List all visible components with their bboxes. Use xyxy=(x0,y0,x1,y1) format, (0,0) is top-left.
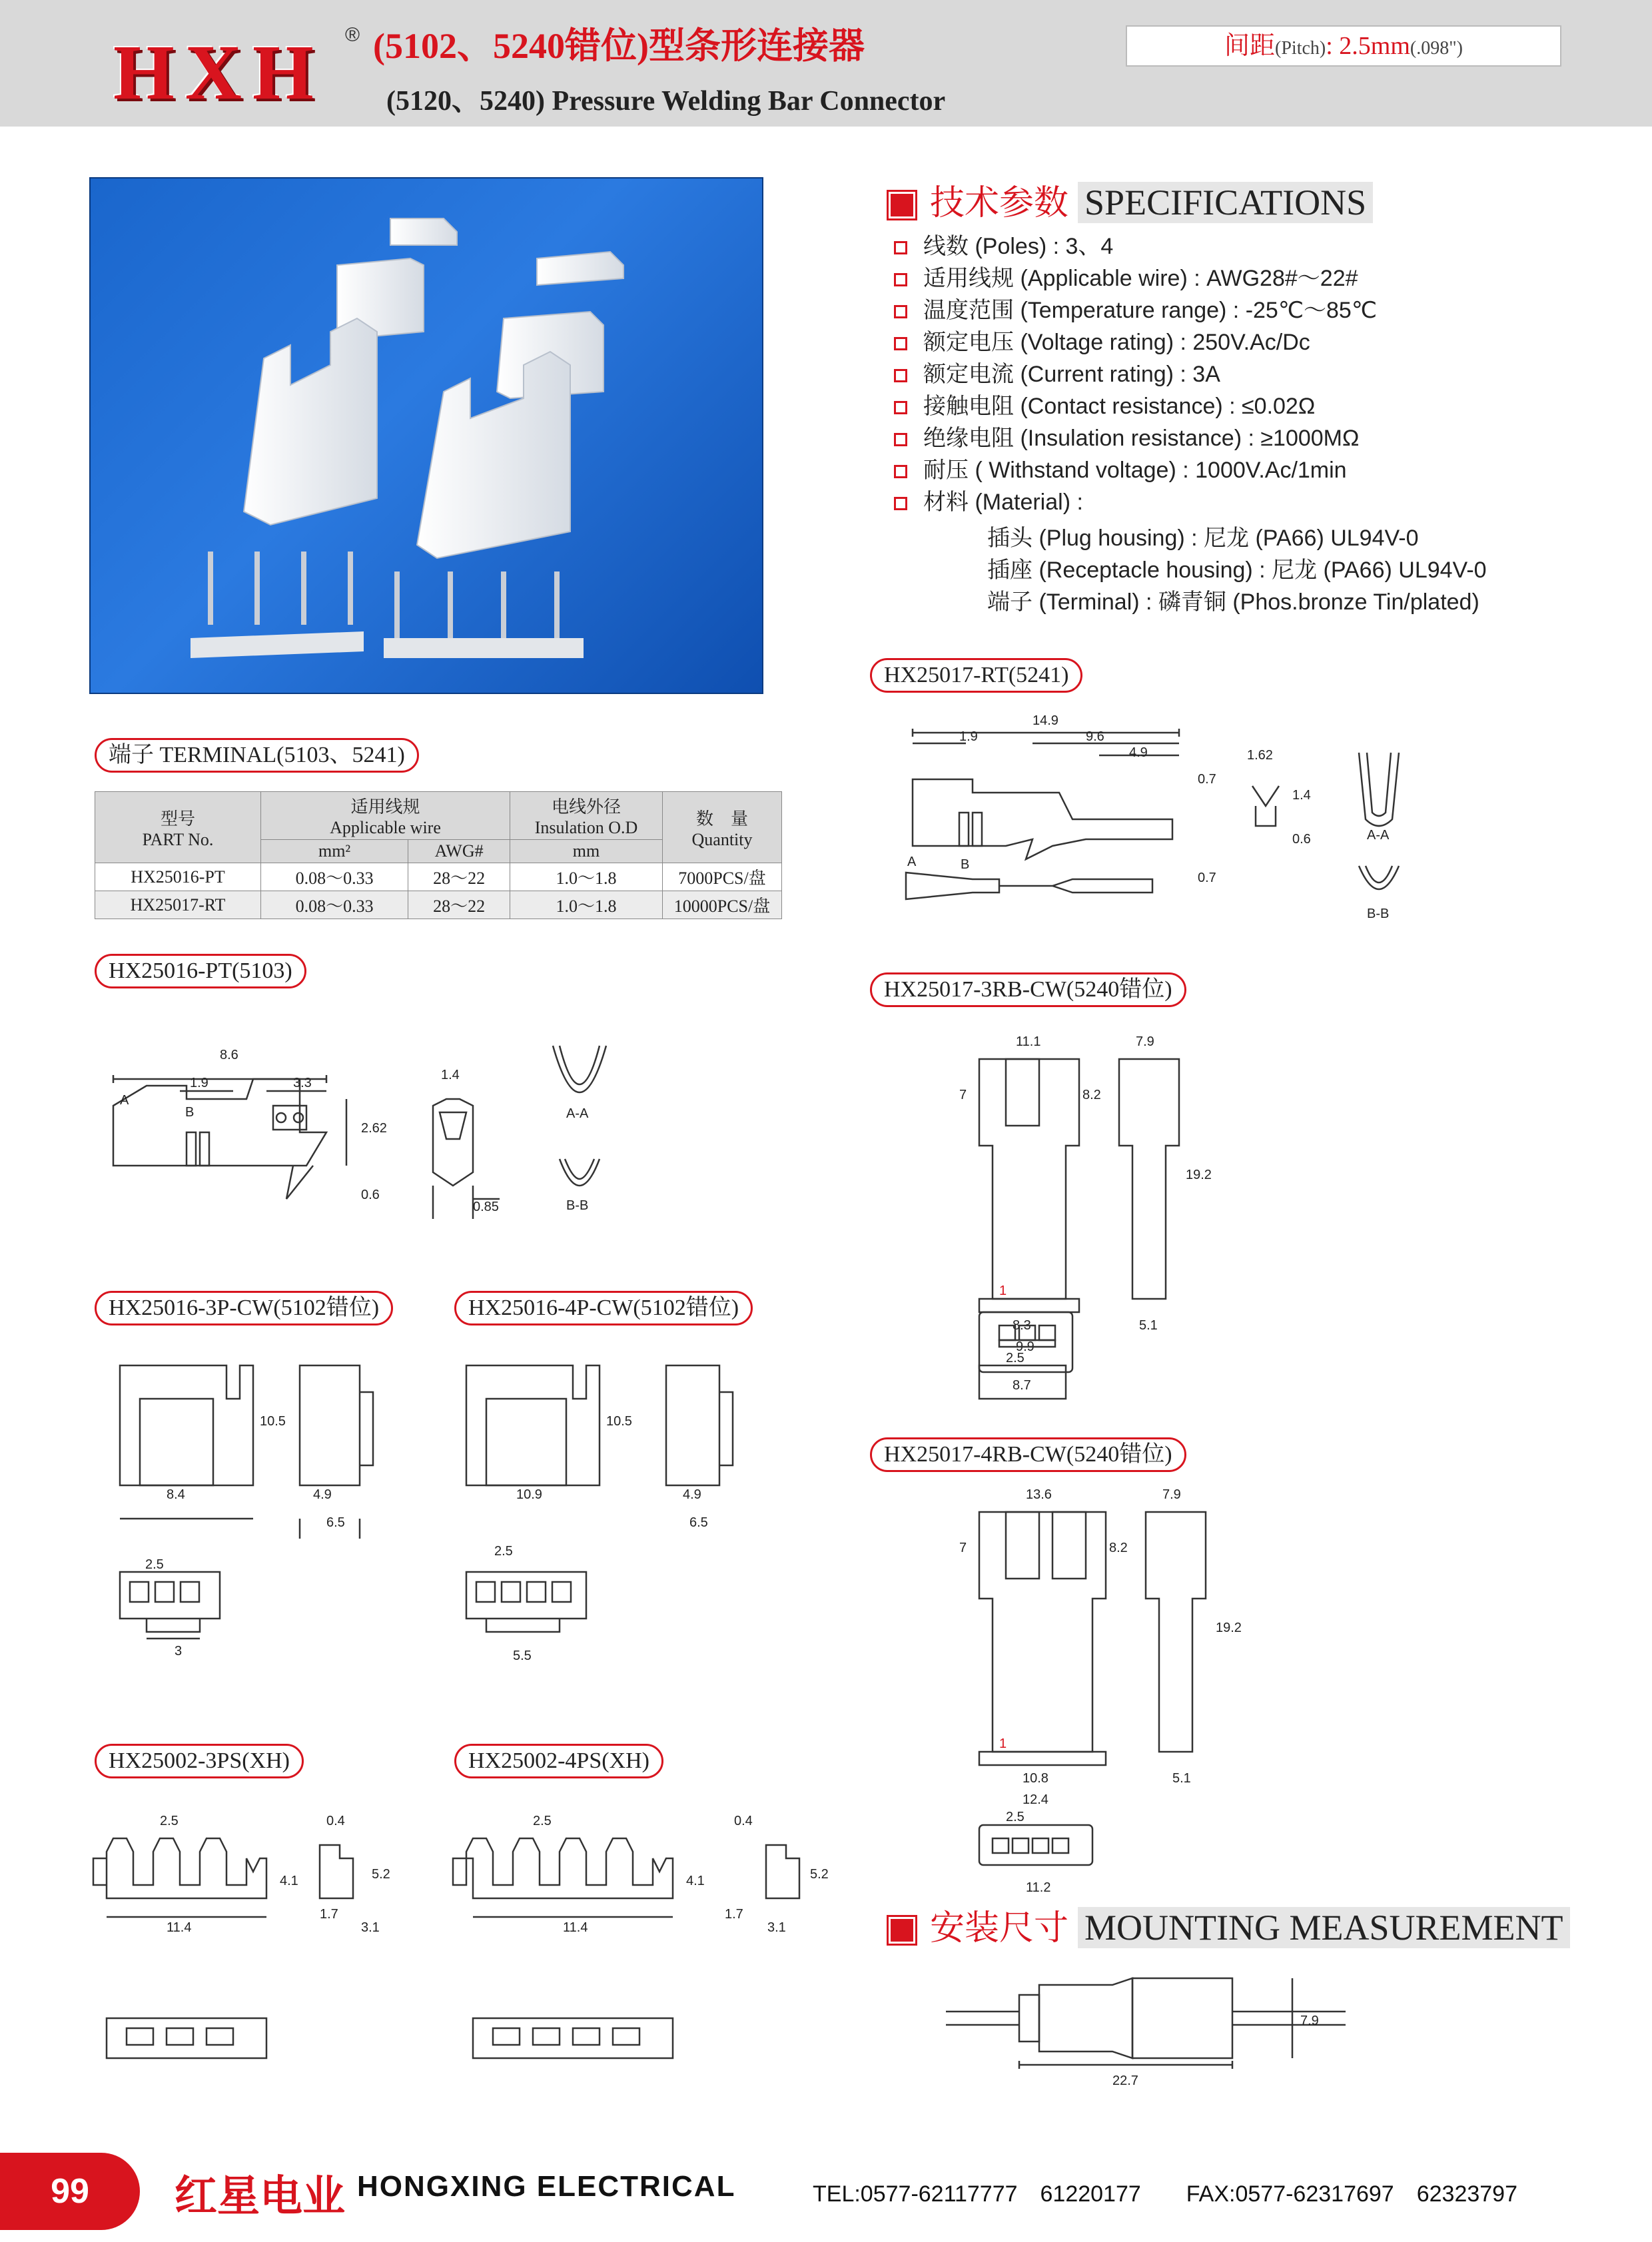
hx25002-4ps-drawing xyxy=(460,1798,839,2065)
spec-text: 接触电阻 (Contact resistance) : ≤0.02Ω xyxy=(923,394,1316,419)
dim-text: 0.6 xyxy=(361,1188,380,1202)
dim-text: 11.4 xyxy=(167,1920,192,1935)
dim-text: 10.5 xyxy=(260,1414,286,1429)
dim-text: 3 xyxy=(175,1644,183,1659)
table-row: HX25016-PT 0.08～0.33 28～22 1.0～1.8 7000PCS/盘 xyxy=(95,863,782,891)
dim-text: 2.5 xyxy=(160,1814,179,1828)
dim-text: 1 xyxy=(999,1284,1007,1298)
specs-heading-en: SPECIFICATIONS xyxy=(1078,182,1373,223)
hx25002-3ps-label: HX25002-3PS(XH) xyxy=(95,1744,304,1778)
dim-text: 1.7 xyxy=(725,1907,743,1922)
dim-text: A xyxy=(120,1093,129,1108)
dim-text: 2.5 xyxy=(1006,1810,1025,1824)
hx25002-4ps-label: HX25002-4PS(XH) xyxy=(454,1744,663,1778)
dim-text: A xyxy=(907,855,917,869)
mounting-drawing xyxy=(933,1958,1359,2091)
dim-text: B xyxy=(185,1105,195,1120)
spec-row xyxy=(894,326,1487,358)
dim-text: A-A xyxy=(1367,828,1390,843)
th-awg: AWG# xyxy=(408,840,510,863)
spec-row xyxy=(894,422,1487,454)
dim-text: 1.62 xyxy=(1247,748,1273,763)
dim-text: 2.5 xyxy=(494,1544,513,1559)
mount-heading-en: MOUNTING MEASUREMENT xyxy=(1078,1907,1569,1948)
spec-text: 额定电流 (Current rating) : 3A xyxy=(923,362,1220,387)
dim-text: 1.4 xyxy=(1292,788,1311,803)
dim-text: 8.7 xyxy=(1013,1378,1031,1393)
dim-text: B-B xyxy=(566,1198,589,1213)
spec-row xyxy=(894,486,1487,518)
dim-text: B xyxy=(961,857,970,872)
hx25017rt-label: HX25017-RT(5241) xyxy=(870,658,1082,693)
heading-square-icon xyxy=(889,1917,915,1944)
dim-text: 9.9 xyxy=(1016,1339,1034,1354)
hx25016-3p-label: HX25016-3P-CW(5102错位) xyxy=(95,1291,393,1325)
dim-text: 11.2 xyxy=(1026,1880,1051,1895)
dim-text: 8.2 xyxy=(1109,1541,1128,1555)
hx25016-4p-label: HX25016-4P-CW(5102错位) xyxy=(454,1291,753,1325)
specs-heading-cn: 技术参数 xyxy=(930,184,1069,222)
dim-text: 8.2 xyxy=(1082,1088,1101,1102)
table-row: HX25017-RT 0.08～0.33 28～22 1.0～1.8 10000PCS/盘 xyxy=(95,891,782,919)
th-mm2: mm² xyxy=(261,840,408,863)
hx25016pt-drawing xyxy=(100,1039,646,1232)
spec-text: 温度范围 (Temperature range) : -25℃～85℃ xyxy=(923,298,1378,323)
dim-text: 5.1 xyxy=(1172,1771,1191,1786)
dim-text: 5.5 xyxy=(513,1649,532,1663)
spec-row xyxy=(894,262,1487,294)
specs-heading xyxy=(889,175,1373,224)
product-photo-illustration xyxy=(91,179,762,693)
dim-text: 0.7 xyxy=(1198,772,1216,787)
dim-text: 7.9 xyxy=(1136,1034,1154,1049)
dim-text: 1.9 xyxy=(959,729,978,744)
dim-text: 4.9 xyxy=(1129,745,1148,760)
dim-text: 22.7 xyxy=(1112,2073,1138,2088)
hx25002-3ps-drawing xyxy=(100,1798,420,2065)
title-english: (5120、5240) Pressure Welding Bar Connector xyxy=(386,86,946,117)
spec-row xyxy=(894,358,1487,390)
spec-row xyxy=(894,294,1487,326)
bullet-square-icon xyxy=(894,369,907,382)
dim-text: 5.2 xyxy=(810,1867,829,1882)
dim-text: 7.9 xyxy=(1300,2014,1319,2028)
dim-text: 5.2 xyxy=(372,1867,390,1882)
dim-text: 4.9 xyxy=(683,1487,701,1502)
mount-heading-cn: 安装尺寸 xyxy=(930,1909,1069,1948)
bullet-square-icon xyxy=(894,241,907,254)
spec-text: 绝缘电阻 (Insulation resistance) : ≥1000MΩ xyxy=(923,426,1360,451)
spec-text: 材料 (Material) : xyxy=(923,490,1083,515)
dim-text: 11.1 xyxy=(1016,1034,1041,1049)
mount-heading xyxy=(889,1900,1570,1950)
hx25017rt-drawing xyxy=(893,706,1426,946)
bullet-square-icon xyxy=(894,273,907,286)
terminal-table xyxy=(95,791,782,919)
dim-text: 2.5 xyxy=(533,1814,552,1828)
dim-text: 8.6 xyxy=(220,1048,238,1062)
dim-text: 1.9 xyxy=(190,1076,208,1090)
hx25017-4rb-label: HX25017-4RB-CW(5240错位) xyxy=(870,1437,1186,1472)
title-chinese: (5102、5240错位)型条形连接器 xyxy=(373,26,865,66)
dim-text: 0.4 xyxy=(326,1814,345,1828)
dim-text: 2.5 xyxy=(1006,1351,1025,1365)
dim-text: 8.4 xyxy=(167,1487,185,1502)
dim-text: 6.5 xyxy=(326,1515,345,1530)
hx25016-4p-drawing xyxy=(460,1352,766,1663)
spec-text: 耐压 ( Withstand voltage) : 1000V.Ac/1min xyxy=(923,458,1347,483)
dim-text: 0.4 xyxy=(734,1814,753,1828)
th-ins: 电线外径 Insulation O.D xyxy=(510,792,663,840)
brand-logo: HXH xyxy=(113,29,324,116)
pitch-value: : 2.5mm xyxy=(1326,32,1410,60)
pitch-box xyxy=(1126,25,1561,67)
dim-text: 7.9 xyxy=(1162,1487,1181,1502)
dim-text: 10.8 xyxy=(1023,1771,1048,1786)
hx25017-3rb-label: HX25017-3RB-CW(5240错位) xyxy=(870,972,1186,1007)
pitch-label: 间距 xyxy=(1224,32,1276,60)
material-row: 端子 (Terminal) : 磷青铜 (Phos.bronze Tin/plated) xyxy=(987,589,1479,615)
bullet-square-icon xyxy=(894,465,907,478)
dim-text: 5.1 xyxy=(1139,1318,1158,1333)
th-qty: 数 量 Quantity xyxy=(663,792,782,863)
bullet-square-icon xyxy=(894,401,907,414)
heading-square-icon xyxy=(889,192,915,218)
hx25017-4rb-drawing xyxy=(933,1472,1242,1872)
dim-text: 8.3 xyxy=(1013,1318,1031,1333)
dim-text: B-B xyxy=(1367,907,1390,921)
dim-text: 3.3 xyxy=(293,1076,312,1090)
spec-row xyxy=(894,230,1487,262)
dim-text: 1.4 xyxy=(441,1068,460,1082)
terminal-label: 端子 TERMINAL(5103、5241) xyxy=(95,738,419,773)
dim-text: 19.2 xyxy=(1216,1621,1242,1635)
dim-text: 3.1 xyxy=(361,1920,380,1935)
dim-text: 0.7 xyxy=(1198,871,1216,885)
spec-row xyxy=(894,390,1487,422)
th-wire: 适用线规 Applicable wire xyxy=(261,792,510,840)
dim-text: 19.2 xyxy=(1186,1168,1212,1182)
bullet-square-icon xyxy=(894,433,907,446)
spec-text: 适用线规 (Applicable wire) : AWG28#～22# xyxy=(923,266,1358,291)
dim-text: 2.62 xyxy=(361,1121,387,1136)
dim-text: 4.9 xyxy=(313,1487,332,1502)
hx25017-3rb-face-drawing xyxy=(973,1306,1092,1392)
dim-text: 4.1 xyxy=(686,1874,705,1888)
dim-text: A-A xyxy=(566,1106,589,1121)
dim-text: 12.4 xyxy=(1023,1792,1048,1807)
hx25016-3p-drawing xyxy=(100,1352,406,1659)
dim-text: 0.85 xyxy=(473,1200,499,1214)
hx25017-4rb-face-dim xyxy=(999,1872,1079,1898)
spec-row xyxy=(894,454,1487,486)
hx25016pt-label: HX25016-PT(5103) xyxy=(95,954,306,988)
bullet-square-icon xyxy=(894,305,907,318)
dim-text: 7 xyxy=(959,1541,967,1555)
bullet-square-icon xyxy=(894,497,907,510)
dim-text: 6.5 xyxy=(689,1515,708,1530)
spec-text: 额定电压 (Voltage rating) : 250V.Ac/Dc xyxy=(923,330,1310,355)
material-row: 插座 (Receptacle housing) : 尼龙 (PA66) UL94V-0 xyxy=(987,558,1487,583)
registered-mark: ® xyxy=(345,24,360,46)
th-part: 型号 PART No. xyxy=(95,792,261,863)
company-name-en: HONGXING ELECTRICAL xyxy=(357,2170,736,2203)
dim-text: 0.6 xyxy=(1292,832,1311,847)
dim-text: 10.9 xyxy=(516,1487,542,1502)
dim-text: 11.4 xyxy=(563,1920,588,1935)
dim-text: 1.7 xyxy=(320,1907,338,1922)
dim-text: 10.5 xyxy=(606,1414,632,1429)
contact-info: TEL:0577-62117777 61220177 FAX:0577-62317697 62323797 xyxy=(813,2181,1517,2207)
dim-text: 2.5 xyxy=(145,1557,164,1572)
th-mm: mm xyxy=(510,840,663,863)
page-number: 99 xyxy=(0,2153,140,2230)
specs-list xyxy=(894,230,1487,618)
dim-text: 9.6 xyxy=(1086,729,1104,744)
dim-text: 13.6 xyxy=(1026,1487,1052,1502)
material-row: 插头 (Plug housing) : 尼龙 (PA66) UL94V-0 xyxy=(987,526,1419,551)
company-name-cn: 红星电业 xyxy=(175,2172,345,2220)
dim-text: 3.1 xyxy=(767,1920,786,1935)
dim-text: 14.9 xyxy=(1032,713,1058,728)
spec-text: 线数 (Poles) : 3、4 xyxy=(923,234,1114,259)
dim-text: 4.1 xyxy=(280,1874,298,1888)
pitch-inch: (.098") xyxy=(1410,38,1463,59)
dim-text: 1 xyxy=(999,1736,1007,1751)
bullet-square-icon xyxy=(894,337,907,350)
dim-text: 7 xyxy=(959,1088,967,1102)
pitch-pitch: (Pitch) xyxy=(1275,38,1326,59)
product-photo xyxy=(89,177,763,694)
